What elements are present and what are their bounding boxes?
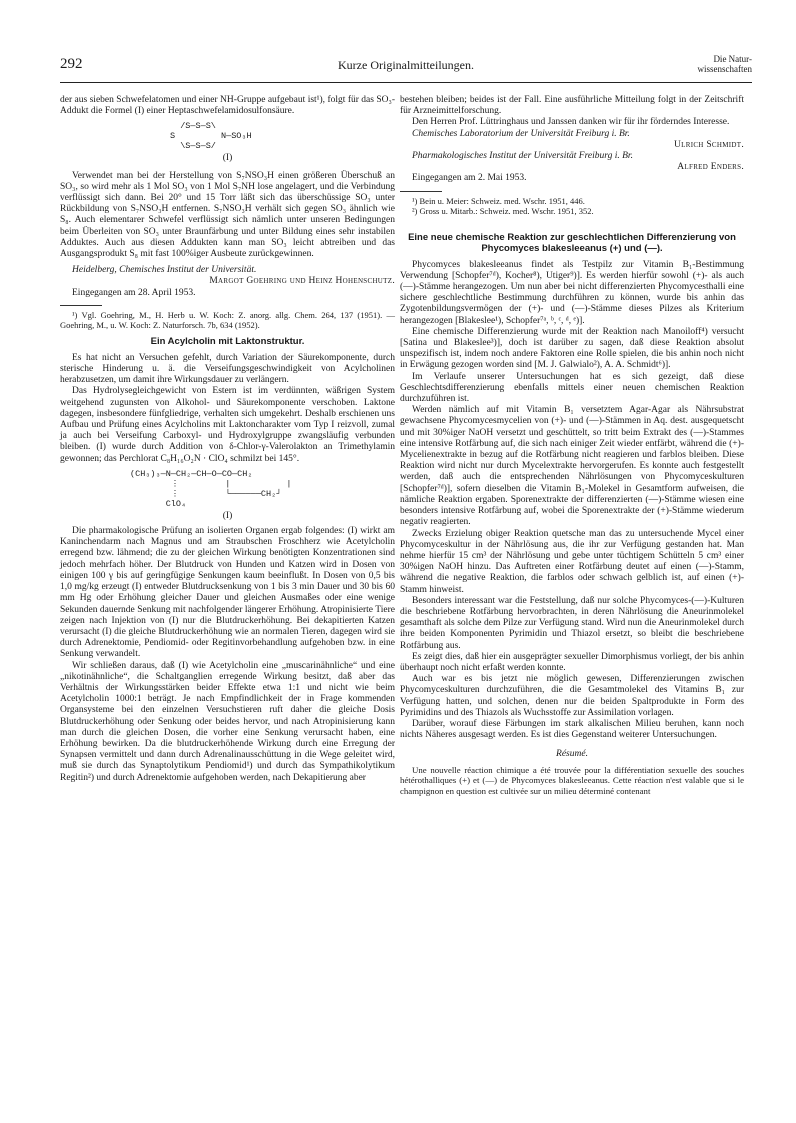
article-title: Ein Acylcholin mit Laktonstruktur. bbox=[150, 335, 305, 347]
paragraph: Im Verlaufe unserer Untersuchungen hat es sich gezeigt, daß diese Geschlechtsdifferenzierung ebenfalls mittels einer neuen chemischen Reaktion durchzuführen ist. bbox=[400, 371, 744, 405]
paragraph: Den Herren Prof. Lüttringhaus und Janssen danken wir für ihr förderndes Interesse. bbox=[412, 117, 730, 128]
journal-name bbox=[698, 54, 752, 74]
right-column bbox=[400, 95, 744, 796]
chemical-formula: /S—S—S\ S N—SO₃H \S—S—S/ bbox=[170, 121, 252, 152]
resume-text: Une nouvelle réaction chimique a été trouvée pour la différentiation sexuelle des souches hétérothalliques (+) et (—) de Phycomyces blakesleeanus. Cette réaction n'est valable que si le champignon en question est cultivée sur un milieu déterminé contenant bbox=[400, 764, 744, 796]
received-date: Eingegangen am 28. April 1953. bbox=[72, 287, 196, 298]
paragraph: bestehen bleiben; beides ist der Fall. Eine ausführliche Mitteilung folgt in der Zeitschrift für Arzneimittelforschung. bbox=[400, 95, 744, 117]
institute-line: Pharmakologisches Institut der Universität Freiburg i. Br. bbox=[412, 151, 633, 162]
chemical-formula: (CH₃)₃—N—CH₂—CH—O—CO—CH₂ ⋮ | | ⋮ └──────CH₂┘ ClO₄ bbox=[130, 468, 292, 509]
paragraph: Eine chemische Differenzierung wurde mit der Reaktion nach Manoiloff⁴) versucht [Satina und Blakeslee³)], doch ist darüber zu sagen, daß diese Reaktion absolut unspezifisch ist, indem noch andere Faktoren eine Rolle spielen, die bis anhin noch nicht in Erwägung gezogen worden sind [M. J. Galwialo²), A. A. Schmidt⁶)]. bbox=[400, 326, 744, 371]
paragraph: Wir schließen daraus, daß (I) wie Acetylcholin eine „muscarinähnliche“ und eine „nikotinähnliche“, die Schaltganglien erregende Wirkung besitzt, daß aber das Verhältnis der Wirkungsstärken beider Effekte etwa 1:1 und nicht wie beim Acetylcholin 1000:1 beträgt. Je nach Empfindlichkeit der in Frage kommenden Organsysteme bei den einzelnen Versuchstieren ruft daher die gleiche Dosis Blutdruckerhöhung oder Senkung oder beides hervor, und nach Atropinisierung kann man durch die gleichen Dosen, die vorher eine Senkung verursacht haben, eine Erhöhung bewirken. Da die blutdruckerhöhende Wirkung durch eine Erregung der Synapsen vermittelt und dann durch Adrenalinausschüttung in die Wege geleitet wird, muß sie durch das Synaptolytikum Pendiomid¹) und durch das Sympathikolytikum Regitin²) und durch Adrenektomie aufgehoben werden, nach Dekapitierung aber bbox=[60, 660, 395, 783]
journal-line-2: wissenschaften bbox=[697, 64, 752, 74]
journal-line-1: Die Natur- bbox=[713, 54, 752, 64]
author-line: Margot Goehring und Heinz Hohenschutz. bbox=[209, 276, 395, 287]
paragraph: Verwendet man bei der Herstellung von S₇NSO₃H einen größeren Überschuß an SO₃, so wird mehr als 1 Mol SO₃ von 1 Mol S₇NH lose angelagert, und die Verbindung verflüssigt sich dann. Bei 20° und 15 Torr läßt sich das überschüssige SO₃ unter Rückbildung von S₇NSO₃H entfernen. S₇NSO₃H verhält sich gegen SO₃ ähnlich wie S₈. Auch elementarer Schwefel verflüssigt sich nämlich unter unseren Bedingungen beim Überleiten von SO₃ unter Braunfärbung und unter Bildung eines sehr instabilen Adduktes. Auch aus diesen Addukten kann man SO₃ leicht abtreiben und das Ausgangsprodukt S₈ mit fast 100%iger Ausbeute zurückgewinnen. bbox=[60, 170, 395, 260]
page-header bbox=[60, 54, 752, 83]
footnote: ¹) Vgl. Goehring, M., H. Herb u. W. Koch: Z. anorg. allg. Chem. 264, 137 (1951). — Goehring, M., u. W. Koch: Z. Naturforsch. 7b, 634 (1952). bbox=[60, 309, 395, 330]
author-line: Alfred Enders. bbox=[677, 162, 744, 173]
paragraph: der aus sieben Schwefelatomen und einer NH-Gruppe aufgebaut ist¹), folgt für das SO₃-Addukt die Formel (I) einer Heptaschwefelamidosulfonsäure. bbox=[60, 95, 395, 117]
paragraph: Darüber, worauf diese Färbungen im stark alkalischen Milieu beruhen, kann noch nichts Näheres ausgesagt werden. Es ist dies Gegenstand weiterer Untersuchungen. bbox=[400, 718, 744, 741]
paragraph: Es hat nicht an Versuchen gefehlt, durch Variation der Säurekomponente, durch sterische Hinderung u. ä. die Verseifungsgeschwindigkeit von Acylcholinen herabzusetzen, um damit ihre Wirkungsdauer zu verlängern. bbox=[60, 352, 395, 386]
footnote: ²) Gross u. Mitarb.: Schweiz. med. Wschr. 1951, 352. bbox=[412, 205, 594, 216]
resume-heading: Résumé. bbox=[556, 749, 588, 760]
paragraph: Die pharmakologische Prüfung an isolierten Organen ergab folgendes: (I) wirkt am Kaninchendarm nach Magnus und am Straubschen Froschherz wie Acetylcholin erregend bzw. lähmend; die zu der gleichen Wirkung benötigten Konzentrationen sind jedoch mehrfach höher. Der Blutdruck von Hunden und Katzen wird in Dosen von einigen 100 γ bis auf geringfügige Senkungen kaum beeinflußt. In Dosen von 0,5 bis 1,0 mg/kg erzeugt (I) entweder Blutdrucksenkung von 1 bis 3 min Dauer und 30 bis 60 mm Hg oder Erhöhung gleicher Dauer und gleichen Ausmaßes oder eine wenige Sekunden dauernde Senkung mit nachfolgender längerer Erhöhung. Atropinisierte Tiere zeigen nach Injektion von (I) nur die Blutdruckerhöhung. Bei dekapitierten Katzen verursacht (I) die gleiche Blutdruckerhöhung wie an normalen Tieren, dagegen wird sie durch Adrenektomie, Pendiomid- oder Regitinvorbehandlung aufgehoben bzw. in eine Senkung verwandelt. bbox=[60, 526, 395, 660]
paragraph: Zwecks Erzielung obiger Reaktion quetsche man das zu untersuchende Mycel einer Phycomyceskultur in der Nährlösung aus, die ihr zur Verfügung gestanden hat. Man nehme hierfür 15 cm³ der Nährlösung und gebe unter tüchtigem Schütteln 5 cm³ einer 30%igen NaOH hinzu. Das Auftreten einer Rotfärbung deutet auf einen (—)-Stamm, während die negative Reaktion, die farblos oder schwach gelblich ist, auf einen (+)-Stamm hinweist. bbox=[400, 528, 744, 595]
paragraph: Werden nämlich auf mit Vitamin B₁ versetztem Agar-Agar als Nährsubstrat gewachsene Phycomycesmycelien von (+)- und (—)-Stämmen in Aq. dest. ausgequetscht und mit 30%iger NaOH versetzt und geschüttelt, so tritt beim Extrakt des (—)-Stammes eine intensive Rotfärbung auf, die sich nach einiger Zeit wieder entfärbt, während die (+)-Mycelienextrakte in bezug auf die Rotfärbung nicht reagieren und farblos bleiben. Diese Reaktion wird nicht nur durch Mycelextrakte hervorgerufen. Es konnte auch festgestellt werden, daß auch die entsprechenden Nährlösungen von Phycomyceskulturen [Schopfer⁷ᵈ)], sofern dieselben die Vitamin B₁-Molekel in Gesamtform aufweisen, die nämliche Reaktion ergaben. Sporenextrakte der differenzierten (—)-Stämme wiesen eine besonders intensive Rotfärbung auf, wobei die Sporenextrakte der (+)-Stämme wiederum negativ reagierten. bbox=[400, 405, 744, 528]
footnote: ¹) Bein u. Meier: Schweiz. med. Wschr. 1951, 446. bbox=[412, 195, 585, 206]
paragraph: Das Hydrolysegleichgewicht von Estern ist im verdünnten, wäßrigen System weitgehend zugunsten von Alkohol- und Säurekomponente verschoben. Laktone dagegen, insbesondere fünfgliedrige, verhalten sich umgekehrt. Deshalb erschienen uns Aufbau und Prüfung eines Acylcholins mit Laktoncharakter vom Typ I reizvoll, zumal ja auch bei Verseifung Carboxyl- und Hydroxylgruppe zwangsläufig verbunden bleiben. (I) wurde durch Addition von δ-Chlor-γ-Valerolakton an Trimethylamin gewonnen; das Perchlorat C₈H₁₆O₂N · ClO₄ schmilzt bei 145°. bbox=[60, 386, 395, 464]
received-date: Eingegangen am 2. Mai 1953. bbox=[412, 173, 527, 184]
paragraph: Auch war es bis jetzt nie möglich gewesen, Differenzierungen zwischen Phycomyceskulturen durchzuführen, die die Gesamtmolekel des Vitamins B₁ zur Verfügung hatten, und solchen, denen nur die beiden Spaltprodukte in Form des Pyrimidins und des Thiazols als Wuchsstoffe zur Assimilation vorlagen. bbox=[400, 674, 744, 718]
article-title: Eine neue chemische Reaktion zur geschlechtlichen Differenzierung von Phycomyces blakesleeanus (+) und (—). bbox=[408, 231, 736, 254]
formula-label: (I) bbox=[222, 510, 233, 521]
running-title: Kurze Originalmitteilungen. bbox=[338, 58, 474, 72]
paragraph: Phycomyces blakesleeanus findet als Testpilz zur Vitamin B₁-Bestimmung Verwendung [Schopfer⁷ᵈ), Kocher⁸), Utiger⁹)]. Es werden hierfür sowohl (+)- als auch (—)-Stämme herangezogen. Um nun aber bei nicht differenzierten Phycomycesthalli eine sichere geschlechtliche Bestimmung durchführen zu können, wurde bis anhin das Zygotenbildungsvermögen der (+)- und (—)-Stämme dieses Pilzes als Kriterium herangezogen [Blakeslee¹), Schopfer⁷ᵃ, ᵇ, ᶜ, ᵈ, ᵉ)]. bbox=[400, 259, 744, 326]
paragraph: Es zeigt dies, daß hier ein ausgeprägter sexueller Dimorphismus vorliegt, der bis anhin überhaupt noch nicht erfaßt werden konnte. bbox=[400, 651, 744, 673]
page-number: 292 bbox=[60, 56, 83, 72]
institute-line: Chemisches Laboratorium der Universität Freiburg i. Br. bbox=[412, 128, 630, 139]
formula-label: (I) bbox=[222, 153, 233, 164]
institute-line: Heidelberg, Chemisches Institut der Universität. bbox=[72, 265, 257, 276]
author-line: Ulrich Schmidt. bbox=[673, 139, 744, 150]
paragraph: Besonders interessant war die Feststellung, daß nur solche Phycomyces-(—)-Kulturen die beschriebene Rotfärbung hervorbrachten, in deren Nährlösung die Aneurinmolekel gesamthaft als solche dem Pilze zur Verfügung stand. Wird nun die Aneurinmolekel durch ihre beiden Komponenten Pyrimidin und Thiazol ersetzt, so bleibt die beschriebene Rotfärbung aus. bbox=[400, 595, 744, 651]
left-column bbox=[60, 95, 395, 784]
